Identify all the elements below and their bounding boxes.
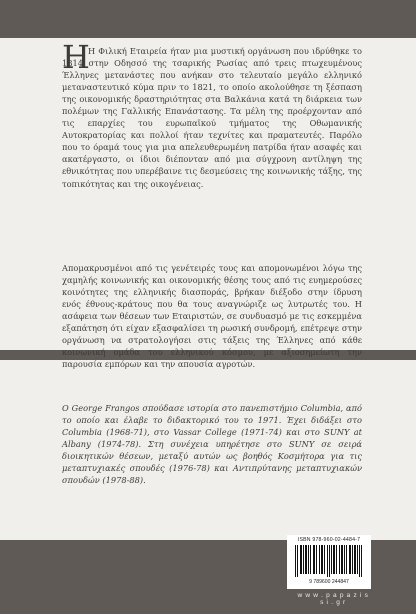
barcode-panel bbox=[287, 535, 371, 589]
author-bio: Ο George Frangos σπούδασε ιστορία στο πανεπιστήμιο Columbia, από το οποίο και έλαβε το διδακτορικό του το 1971. Έχει διδάξει στο Columbia (1968-71), στο Vassar College (1971-74) και στο SUNY at Albany (1974-78). Στη συνέχεια υπηρέτησε στο SUNY σε σειρά διοικητικών θέσεων, μεταξύ αυτών ως βοηθός Κοσμήτορα για τις μεταπτυχιακές σπουδές (1976-78) και Αντιπρύτανης μεταπτυχιακών σπουδών (1978-88). bbox=[62, 403, 362, 486]
paragraph-1: Η Φιλική Εταιρεία ήταν μια μυστική οργάνωση που ιδρύθηκε το 1814 στην Οδησσό της τσαρικής Ρωσίας από τρεις πτωχευμένους Έλληνες μετανάστες που ανήκαν στο τελευταίο μεγάλο ελληνικό μεταναστευτικό κύμα πριν το 1821, το οποίο ακολούθησε τη ξέσπαση της οικονομικής δραστηριότητας στα Βαλκάνια κατά τη διάρκεια των πολέμων της Γαλλικής Επανάστασης. Τα μέλη της προέρχονταν από τις επαρχίες του ευρωπαϊκού τμήματος της Οθωμανικής Αυτοκρατορίας και πολλοί ήταν τεχνίτες και πραματευτές. Παρόλο που το όραμά τους για μια απελευθερωμένη πατρίδα ήταν ασαφές και ακατέργαστο, οι ίδιοι διέπονταν από μια σύγχρονη αντίληψη της εθνικότητας που υπερέβαινε τις δεσμεύσεις της κοινωνικής τάξης, της τοπικότητας και της οικογένειας. bbox=[62, 46, 362, 189]
publisher-website: w w w . p a p a z i s s i . g r bbox=[297, 592, 369, 606]
barcode-digits: 9 789600 244847 bbox=[309, 579, 349, 585]
isbn-text: ISBN 978-960-02-4484-7 bbox=[297, 537, 361, 543]
paragraph-2: Απομακρυσμένοι από τις γενέτειρές τους και απομονωμένοι λόγω της χαμηλής κοινωνικής και οικονομικής θέσης τους από τις ευημερούσες κοινότητες της ελληνικής διασποράς, βρήκαν διέξοδο στην ίδρυση ενός έθνους-κράτους που θα τους αναγνώριζε ως λυτρωτές του. Η ασάφεια των θέσεων των Εταιριστών, σε συνδυασμό με τις εσκεμμένα εξαπάτηση ότι είχαν εξασφαλίσει τη ρωσική συνδρομή, επέτρεψε στην οργάνωση να στρατολογήσει στις τάξεις της Έλληνες από κάθε κοινωνική ομάδα του ελληνικού κόσμου, με αξιοσημείωτη την παρουσία εμπόρων και την απουσία αγροτών. bbox=[62, 263, 362, 370]
drop-cap-letter: Η bbox=[62, 38, 90, 76]
barcode-icon bbox=[295, 545, 363, 577]
